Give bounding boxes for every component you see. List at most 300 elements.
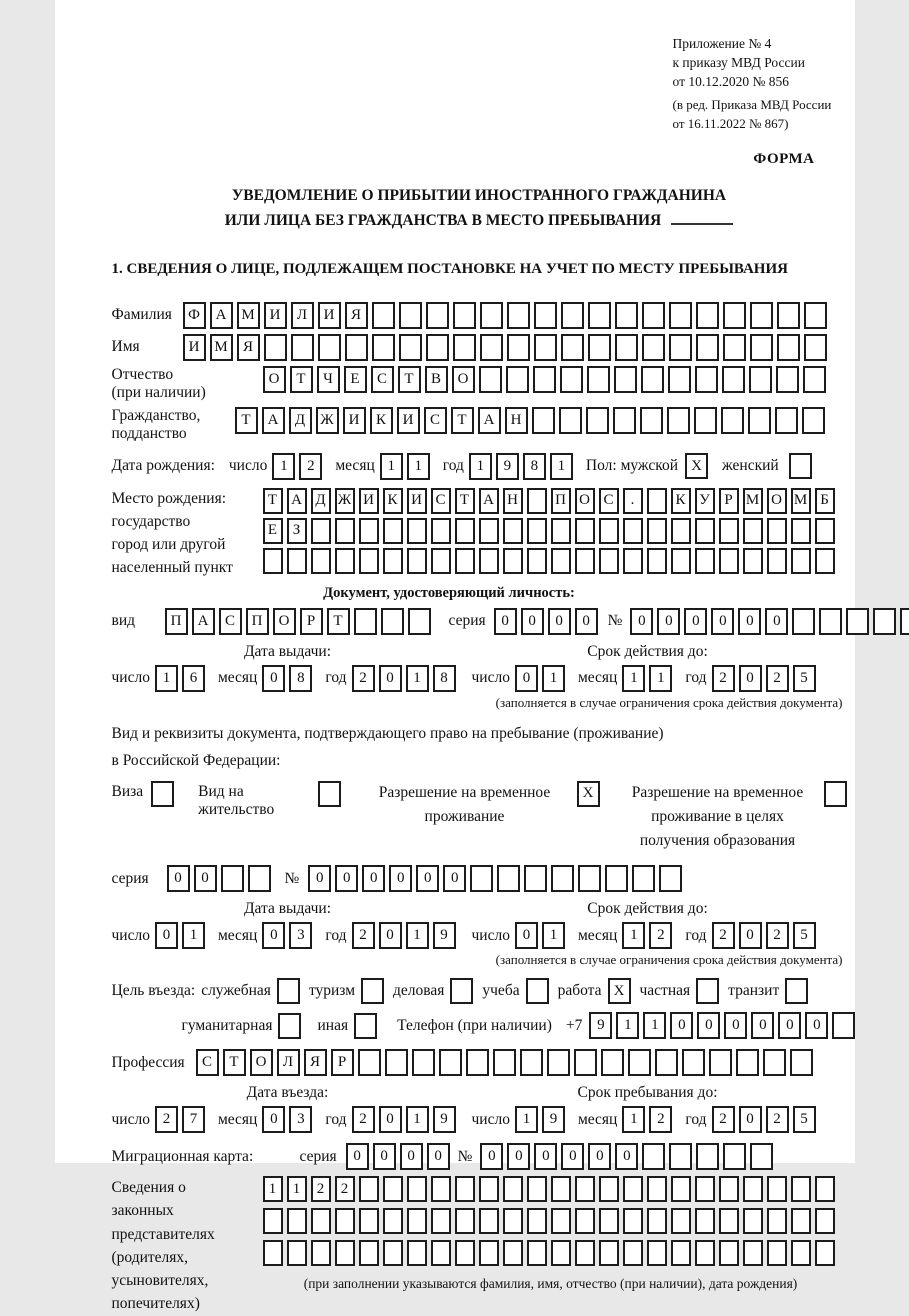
char-box[interactable]: 1	[622, 665, 645, 692]
representatives-line3-input[interactable]	[263, 1240, 839, 1266]
char-box[interactable]	[578, 865, 601, 892]
char-box[interactable]	[587, 366, 610, 393]
char-box[interactable]	[749, 366, 772, 393]
char-box[interactable]: Т	[263, 488, 283, 514]
char-box[interactable]	[561, 302, 584, 329]
char-box[interactable]	[291, 334, 314, 361]
purpose-work-checkbox[interactable]: X	[608, 978, 631, 1004]
char-box[interactable]	[696, 1143, 719, 1170]
char-box[interactable]: 8	[523, 453, 546, 480]
char-box[interactable]	[431, 548, 451, 574]
char-box[interactable]: 0	[711, 608, 734, 635]
char-box[interactable]: 0	[416, 865, 439, 892]
char-box[interactable]	[776, 366, 799, 393]
char-box[interactable]	[311, 518, 331, 544]
char-box[interactable]	[721, 407, 744, 434]
char-box[interactable]	[575, 518, 595, 544]
char-box[interactable]	[723, 302, 746, 329]
char-box[interactable]	[527, 1240, 547, 1266]
char-box[interactable]: 0	[778, 1012, 801, 1039]
char-box[interactable]	[455, 548, 475, 574]
char-box[interactable]	[655, 1049, 678, 1076]
char-box[interactable]	[533, 366, 556, 393]
temp-residence-education-checkbox[interactable]	[824, 781, 847, 807]
char-box[interactable]: 1	[622, 922, 645, 949]
char-box[interactable]	[431, 1240, 451, 1266]
char-box[interactable]	[819, 608, 842, 635]
char-box[interactable]: 0	[515, 922, 538, 949]
char-box[interactable]	[695, 548, 715, 574]
char-box[interactable]: С	[599, 488, 619, 514]
purpose-tourism-checkbox[interactable]	[361, 978, 384, 1004]
char-box[interactable]	[719, 518, 739, 544]
char-box[interactable]: Т	[290, 366, 313, 393]
birth-place-line2-input[interactable]	[263, 518, 839, 544]
char-box[interactable]	[383, 1240, 403, 1266]
char-box[interactable]	[743, 1240, 763, 1266]
char-box[interactable]	[719, 1240, 739, 1266]
char-box[interactable]: 1	[182, 922, 205, 949]
char-box[interactable]	[575, 1240, 595, 1266]
char-box[interactable]	[815, 1208, 835, 1234]
char-box[interactable]	[647, 518, 667, 544]
char-box[interactable]: З	[287, 518, 307, 544]
char-box[interactable]: И	[359, 488, 379, 514]
char-box[interactable]: О	[250, 1049, 273, 1076]
doc-series-input[interactable]	[494, 608, 602, 635]
char-box[interactable]: 0	[379, 665, 402, 692]
char-box[interactable]	[287, 1208, 307, 1234]
char-box[interactable]	[527, 488, 547, 514]
char-box[interactable]	[551, 865, 574, 892]
char-box[interactable]	[613, 407, 636, 434]
char-box[interactable]	[804, 302, 827, 329]
char-box[interactable]: 2	[766, 665, 789, 692]
identity-issue-year-input[interactable]	[352, 665, 460, 692]
char-box[interactable]	[750, 1143, 773, 1170]
char-box[interactable]	[412, 1049, 435, 1076]
residence-valid-year-input[interactable]	[712, 922, 820, 949]
char-box[interactable]	[719, 548, 739, 574]
char-box[interactable]	[493, 1049, 516, 1076]
char-box[interactable]	[399, 334, 422, 361]
char-box[interactable]	[695, 366, 718, 393]
char-box[interactable]: Я	[345, 302, 368, 329]
residence-valid-day-input[interactable]	[515, 922, 569, 949]
char-box[interactable]: Н	[503, 488, 523, 514]
char-box[interactable]: 0	[373, 1143, 396, 1170]
char-box[interactable]	[815, 1176, 835, 1202]
char-box[interactable]: 0	[400, 1143, 423, 1170]
char-box[interactable]	[551, 1176, 571, 1202]
char-box[interactable]: Т	[223, 1049, 246, 1076]
char-box[interactable]: 0	[308, 865, 331, 892]
char-box[interactable]: А	[210, 302, 233, 329]
char-box[interactable]	[632, 865, 655, 892]
char-box[interactable]	[623, 1208, 643, 1234]
char-box[interactable]	[647, 1208, 667, 1234]
char-box[interactable]: 0	[739, 665, 762, 692]
char-box[interactable]: 0	[805, 1012, 828, 1039]
char-box[interactable]	[767, 548, 787, 574]
char-box[interactable]	[642, 1143, 665, 1170]
char-box[interactable]: Б	[815, 488, 835, 514]
char-box[interactable]	[777, 302, 800, 329]
char-box[interactable]: 1	[542, 665, 565, 692]
char-box[interactable]	[719, 1176, 739, 1202]
char-box[interactable]	[641, 366, 664, 393]
char-box[interactable]: С	[196, 1049, 219, 1076]
char-box[interactable]	[383, 518, 403, 544]
char-box[interactable]: Ж	[316, 407, 339, 434]
entry-month-input[interactable]	[262, 1106, 316, 1133]
char-box[interactable]: 1	[616, 1012, 639, 1039]
char-box[interactable]	[263, 548, 283, 574]
char-box[interactable]: Т	[235, 407, 258, 434]
char-box[interactable]: 1	[263, 1176, 283, 1202]
char-box[interactable]: 2	[352, 1106, 375, 1133]
char-box[interactable]	[767, 1176, 787, 1202]
char-box[interactable]	[359, 1240, 379, 1266]
char-box[interactable]	[520, 1049, 543, 1076]
char-box[interactable]: 1	[643, 1012, 666, 1039]
char-box[interactable]	[695, 1208, 715, 1234]
char-box[interactable]: 2	[311, 1176, 331, 1202]
char-box[interactable]: 0	[724, 1012, 747, 1039]
birth-place-line1-input[interactable]	[263, 488, 839, 514]
identity-valid-month-input[interactable]	[622, 665, 676, 692]
char-box[interactable]	[479, 1240, 499, 1266]
char-box[interactable]: 0	[521, 608, 544, 635]
char-box[interactable]	[221, 865, 244, 892]
char-box[interactable]	[791, 1176, 811, 1202]
char-box[interactable]: О	[767, 488, 787, 514]
char-box[interactable]	[335, 1208, 355, 1234]
char-box[interactable]	[287, 1240, 307, 1266]
char-box[interactable]: А	[192, 608, 215, 635]
char-box[interactable]: 1	[406, 1106, 429, 1133]
residence-number-input[interactable]	[308, 865, 686, 892]
char-box[interactable]	[873, 608, 896, 635]
char-box[interactable]	[804, 334, 827, 361]
char-box[interactable]	[527, 548, 547, 574]
char-box[interactable]: 9	[589, 1012, 612, 1039]
char-box[interactable]: 1	[272, 453, 295, 480]
char-box[interactable]	[743, 1208, 763, 1234]
char-box[interactable]: 0	[362, 865, 385, 892]
char-box[interactable]: А	[287, 488, 307, 514]
char-box[interactable]	[667, 407, 690, 434]
char-box[interactable]	[623, 548, 643, 574]
doc-number-input[interactable]	[630, 608, 909, 635]
char-box[interactable]: 2	[352, 922, 375, 949]
char-box[interactable]	[575, 1208, 595, 1234]
char-box[interactable]	[695, 518, 715, 544]
char-box[interactable]: 1	[407, 453, 430, 480]
char-box[interactable]	[623, 518, 643, 544]
char-box[interactable]	[503, 548, 523, 574]
char-box[interactable]	[723, 1143, 746, 1170]
char-box[interactable]	[791, 518, 811, 544]
char-box[interactable]: 0	[697, 1012, 720, 1039]
purpose-private-checkbox[interactable]	[696, 978, 719, 1004]
char-box[interactable]: 0	[684, 608, 707, 635]
char-box[interactable]: 0	[751, 1012, 774, 1039]
char-box[interactable]: М	[237, 302, 260, 329]
char-box[interactable]	[815, 548, 835, 574]
purpose-official-checkbox[interactable]	[277, 978, 300, 1004]
char-box[interactable]	[642, 334, 665, 361]
birth-day-input[interactable]	[272, 453, 326, 480]
birth-year-input[interactable]	[469, 453, 577, 480]
char-box[interactable]	[345, 334, 368, 361]
char-box[interactable]	[372, 302, 395, 329]
char-box[interactable]: П	[551, 488, 571, 514]
char-box[interactable]	[480, 302, 503, 329]
char-box[interactable]	[743, 518, 763, 544]
char-box[interactable]: Р	[331, 1049, 354, 1076]
char-box[interactable]	[479, 518, 499, 544]
char-box[interactable]	[736, 1049, 759, 1076]
char-box[interactable]	[815, 1240, 835, 1266]
char-box[interactable]	[359, 1176, 379, 1202]
char-box[interactable]	[381, 608, 404, 635]
char-box[interactable]	[431, 518, 451, 544]
char-box[interactable]: 0	[494, 608, 517, 635]
char-box[interactable]: 0	[427, 1143, 450, 1170]
char-box[interactable]: 1	[380, 453, 403, 480]
char-box[interactable]	[506, 366, 529, 393]
char-box[interactable]: 0	[630, 608, 653, 635]
char-box[interactable]: 9	[542, 1106, 565, 1133]
residence-valid-month-input[interactable]	[622, 922, 676, 949]
char-box[interactable]	[311, 548, 331, 574]
purpose-study-checkbox[interactable]	[526, 978, 549, 1004]
char-box[interactable]: К	[671, 488, 691, 514]
citizenship-input[interactable]	[235, 407, 829, 434]
char-box[interactable]	[791, 1240, 811, 1266]
char-box[interactable]: 0	[561, 1143, 584, 1170]
char-box[interactable]	[354, 608, 377, 635]
birth-place-line3-input[interactable]	[263, 548, 839, 574]
char-box[interactable]	[407, 548, 427, 574]
char-box[interactable]	[479, 366, 502, 393]
char-box[interactable]: 2	[649, 922, 672, 949]
char-box[interactable]	[480, 334, 503, 361]
char-box[interactable]: С	[371, 366, 394, 393]
char-box[interactable]	[628, 1049, 651, 1076]
char-box[interactable]	[407, 1176, 427, 1202]
char-box[interactable]	[527, 1176, 547, 1202]
char-box[interactable]	[431, 1208, 451, 1234]
char-box[interactable]: Е	[263, 518, 283, 544]
char-box[interactable]: Т	[455, 488, 475, 514]
char-box[interactable]: 0	[615, 1143, 638, 1170]
entry-year-input[interactable]	[352, 1106, 460, 1133]
char-box[interactable]: Ж	[335, 488, 355, 514]
char-box[interactable]	[696, 302, 719, 329]
char-box[interactable]	[263, 1208, 283, 1234]
char-box[interactable]	[559, 407, 582, 434]
char-box[interactable]	[694, 407, 717, 434]
char-box[interactable]	[466, 1049, 489, 1076]
char-box[interactable]: Ч	[317, 366, 340, 393]
char-box[interactable]: П	[246, 608, 269, 635]
char-box[interactable]: 2	[766, 1106, 789, 1133]
char-box[interactable]: Р	[719, 488, 739, 514]
char-box[interactable]: 5	[793, 1106, 816, 1133]
char-box[interactable]	[497, 865, 520, 892]
char-box[interactable]	[383, 1176, 403, 1202]
char-box[interactable]	[775, 407, 798, 434]
char-box[interactable]	[532, 407, 555, 434]
char-box[interactable]: 0	[657, 608, 680, 635]
char-box[interactable]	[335, 1240, 355, 1266]
char-box[interactable]: 1	[406, 665, 429, 692]
char-box[interactable]	[561, 334, 584, 361]
char-box[interactable]	[791, 1208, 811, 1234]
purpose-other-checkbox[interactable]	[354, 1013, 377, 1039]
char-box[interactable]	[722, 366, 745, 393]
char-box[interactable]	[900, 608, 909, 635]
char-box[interactable]: К	[370, 407, 393, 434]
sex-male-checkbox[interactable]: X	[685, 453, 708, 479]
char-box[interactable]: Я	[304, 1049, 327, 1076]
char-box[interactable]: 0	[739, 922, 762, 949]
stay-month-input[interactable]	[622, 1106, 676, 1133]
char-box[interactable]: 3	[289, 1106, 312, 1133]
char-box[interactable]: Я	[237, 334, 260, 361]
purpose-business-checkbox[interactable]	[450, 978, 473, 1004]
char-box[interactable]: 0	[515, 665, 538, 692]
char-box[interactable]: Д	[311, 488, 331, 514]
identity-issue-day-input[interactable]	[155, 665, 209, 692]
char-box[interactable]: 3	[289, 922, 312, 949]
doc-kind-input[interactable]	[165, 608, 435, 635]
char-box[interactable]: 0	[575, 608, 598, 635]
char-box[interactable]	[605, 865, 628, 892]
char-box[interactable]: И	[183, 334, 206, 361]
char-box[interactable]: 1	[550, 453, 573, 480]
char-box[interactable]: К	[383, 488, 403, 514]
char-box[interactable]	[695, 1240, 715, 1266]
char-box[interactable]: 1	[287, 1176, 307, 1202]
char-box[interactable]	[534, 334, 557, 361]
char-box[interactable]: А	[478, 407, 501, 434]
char-box[interactable]: Н	[505, 407, 528, 434]
char-box[interactable]	[695, 1176, 715, 1202]
char-box[interactable]	[264, 334, 287, 361]
char-box[interactable]	[503, 1240, 523, 1266]
char-box[interactable]	[790, 1049, 813, 1076]
char-box[interactable]	[479, 1208, 499, 1234]
char-box[interactable]: Е	[344, 366, 367, 393]
char-box[interactable]: О	[273, 608, 296, 635]
char-box[interactable]	[723, 334, 746, 361]
char-box[interactable]	[599, 518, 619, 544]
char-box[interactable]: 0	[480, 1143, 503, 1170]
char-box[interactable]: Л	[277, 1049, 300, 1076]
char-box[interactable]: 0	[335, 865, 358, 892]
surname-input[interactable]	[183, 302, 831, 329]
char-box[interactable]	[335, 548, 355, 574]
char-box[interactable]	[551, 548, 571, 574]
char-box[interactable]	[846, 608, 869, 635]
char-box[interactable]: 1	[622, 1106, 645, 1133]
char-box[interactable]	[527, 1208, 547, 1234]
char-box[interactable]	[503, 1208, 523, 1234]
residence-series-input[interactable]	[167, 865, 275, 892]
char-box[interactable]	[407, 518, 427, 544]
char-box[interactable]	[588, 302, 611, 329]
char-box[interactable]	[287, 548, 307, 574]
identity-valid-day-input[interactable]	[515, 665, 569, 692]
char-box[interactable]	[791, 548, 811, 574]
char-box[interactable]: Т	[327, 608, 350, 635]
char-box[interactable]: 0	[262, 922, 285, 949]
char-box[interactable]	[574, 1049, 597, 1076]
char-box[interactable]: Д	[289, 407, 312, 434]
residence-issue-month-input[interactable]	[262, 922, 316, 949]
char-box[interactable]: П	[165, 608, 188, 635]
char-box[interactable]: Л	[291, 302, 314, 329]
char-box[interactable]: О	[575, 488, 595, 514]
char-box[interactable]	[588, 334, 611, 361]
char-box[interactable]	[750, 334, 773, 361]
char-box[interactable]: 0	[262, 1106, 285, 1133]
char-box[interactable]	[669, 1143, 692, 1170]
char-box[interactable]	[748, 407, 771, 434]
representatives-line2-input[interactable]	[263, 1208, 839, 1234]
char-box[interactable]	[647, 548, 667, 574]
residence-issue-year-input[interactable]	[352, 922, 460, 949]
char-box[interactable]	[777, 334, 800, 361]
purpose-humanitarian-checkbox[interactable]	[278, 1013, 301, 1039]
char-box[interactable]	[671, 1240, 691, 1266]
char-box[interactable]: В	[425, 366, 448, 393]
migration-number-input[interactable]	[480, 1143, 777, 1170]
char-box[interactable]	[586, 407, 609, 434]
char-box[interactable]	[455, 518, 475, 544]
char-box[interactable]: М	[791, 488, 811, 514]
visa-checkbox[interactable]	[151, 781, 174, 807]
char-box[interactable]: 0	[155, 922, 178, 949]
char-box[interactable]: 0	[194, 865, 217, 892]
char-box[interactable]	[524, 865, 547, 892]
patronymic-input[interactable]	[263, 366, 830, 393]
char-box[interactable]: 1	[515, 1106, 538, 1133]
char-box[interactable]	[560, 366, 583, 393]
char-box[interactable]: 9	[496, 453, 519, 480]
char-box[interactable]	[399, 302, 422, 329]
char-box[interactable]	[507, 302, 530, 329]
char-box[interactable]	[453, 334, 476, 361]
char-box[interactable]	[792, 608, 815, 635]
char-box[interactable]	[455, 1208, 475, 1234]
birth-month-input[interactable]	[380, 453, 434, 480]
char-box[interactable]: 1	[406, 922, 429, 949]
char-box[interactable]	[743, 548, 763, 574]
char-box[interactable]: И	[397, 407, 420, 434]
char-box[interactable]: 0	[379, 922, 402, 949]
char-box[interactable]	[815, 518, 835, 544]
char-box[interactable]	[335, 518, 355, 544]
char-box[interactable]	[669, 302, 692, 329]
char-box[interactable]	[696, 334, 719, 361]
char-box[interactable]: С	[431, 488, 451, 514]
char-box[interactable]: У	[695, 488, 715, 514]
char-box[interactable]	[385, 1049, 408, 1076]
